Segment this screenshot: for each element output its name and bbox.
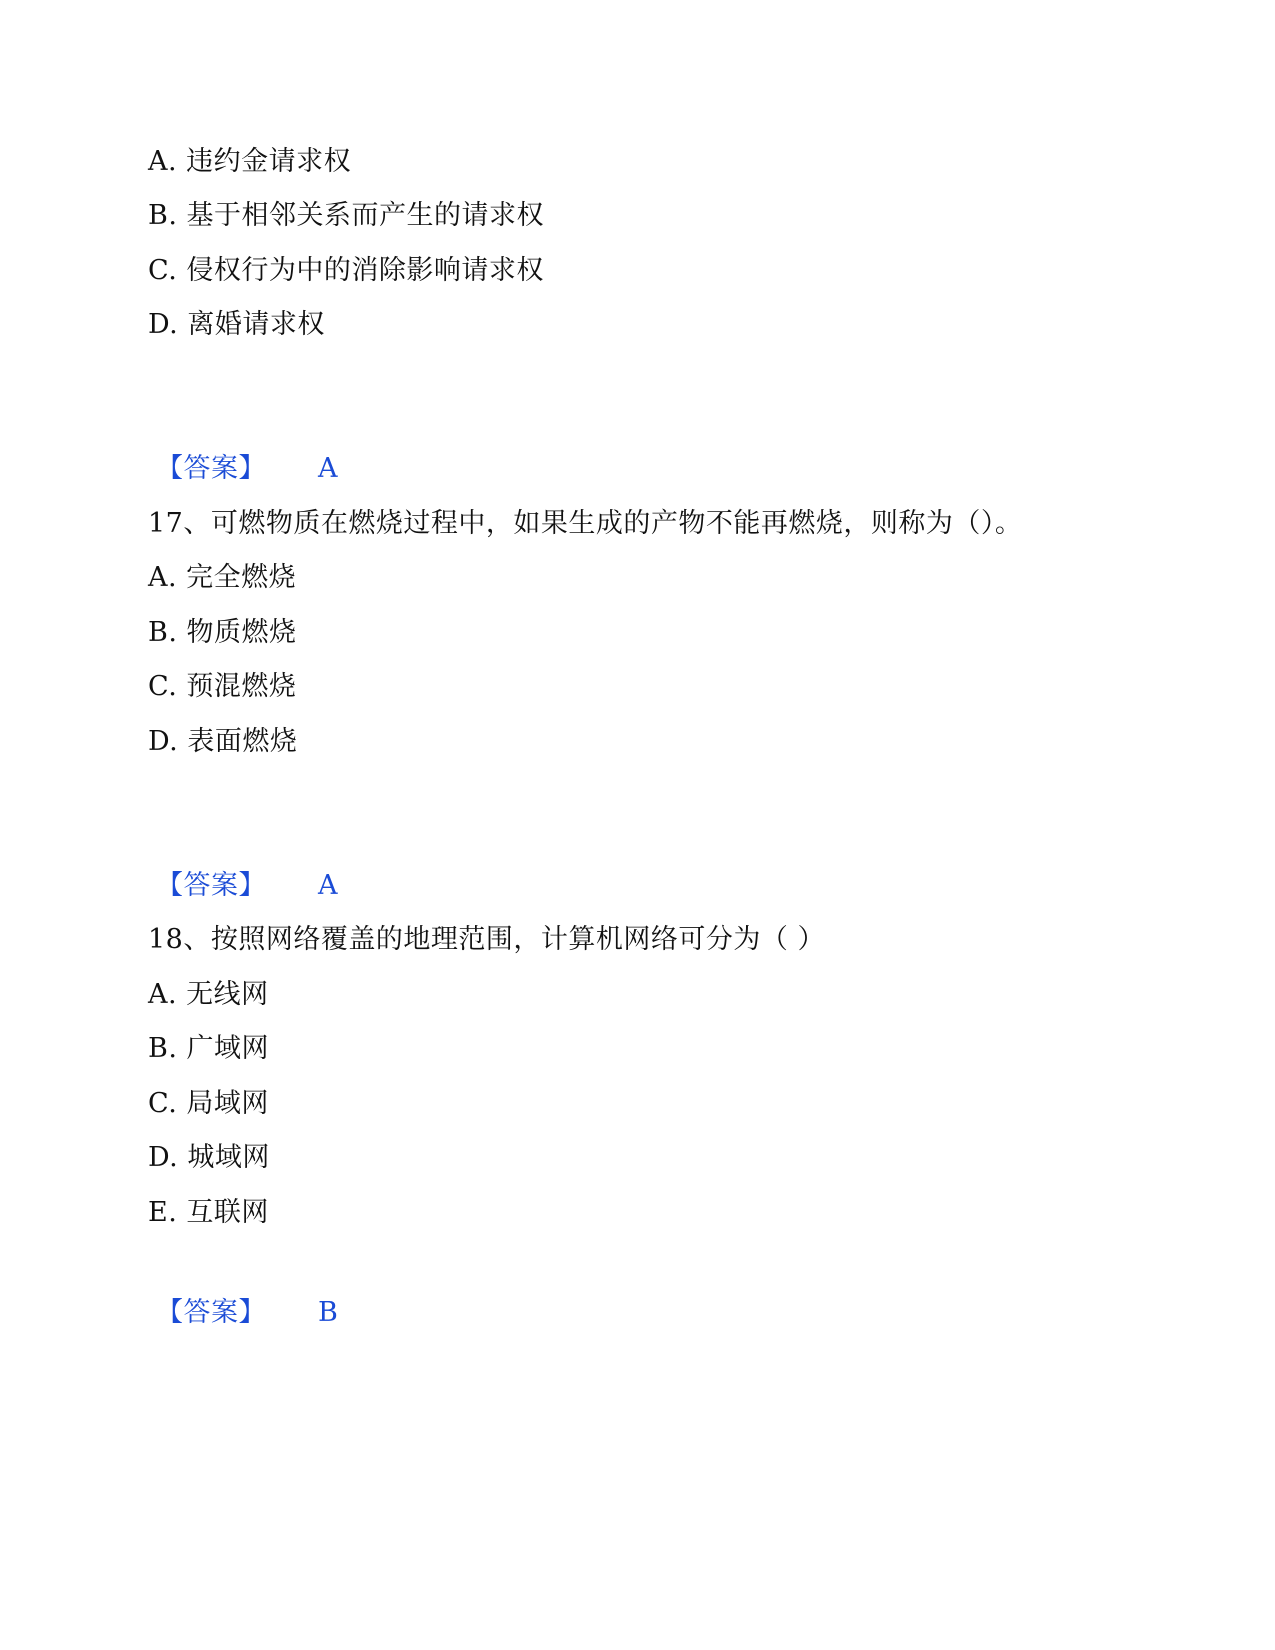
answer-value: A <box>318 453 338 484</box>
q17-question: 17、可燃物质在燃烧过程中，如果生成的产物不能再燃烧，则称为（）。 <box>148 508 1023 539</box>
answer-value: A <box>318 870 338 901</box>
answer-value: B <box>318 1297 339 1328</box>
q18-option-d: D. 城域网 <box>148 1142 270 1173</box>
answer-label: 【答案】 <box>156 870 266 901</box>
q17-option-d: D. 表面燃烧 <box>148 726 298 757</box>
q17-answer <box>148 869 338 903</box>
q16-option-b: B. 基于相邻关系而产生的请求权 <box>148 200 545 231</box>
q18-question: 18、按照网络覆盖的地理范围，计算机网络可分为（ ） <box>148 924 825 955</box>
q17-option-b: B. 物质燃烧 <box>148 617 297 648</box>
q18-option-b: B. 广域网 <box>148 1033 270 1064</box>
q18-option-e: E. 互联网 <box>148 1197 269 1228</box>
q16-option-d: D. 离婚请求权 <box>148 309 325 340</box>
q18-option-a: A. 无线网 <box>148 979 269 1010</box>
q16-answer <box>148 452 338 486</box>
q17-option-a: A. 完全燃烧 <box>148 562 297 593</box>
q16-option-c: C. 侵权行为中的消除影响请求权 <box>148 255 544 286</box>
q18-option-c: C. 局域网 <box>148 1088 269 1119</box>
q18-answer <box>148 1296 338 1330</box>
q17-option-c: C. 预混燃烧 <box>148 671 297 702</box>
answer-label: 【答案】 <box>156 453 266 484</box>
answer-label: 【答案】 <box>156 1297 266 1328</box>
q16-option-a: A. 违约金请求权 <box>148 146 352 177</box>
